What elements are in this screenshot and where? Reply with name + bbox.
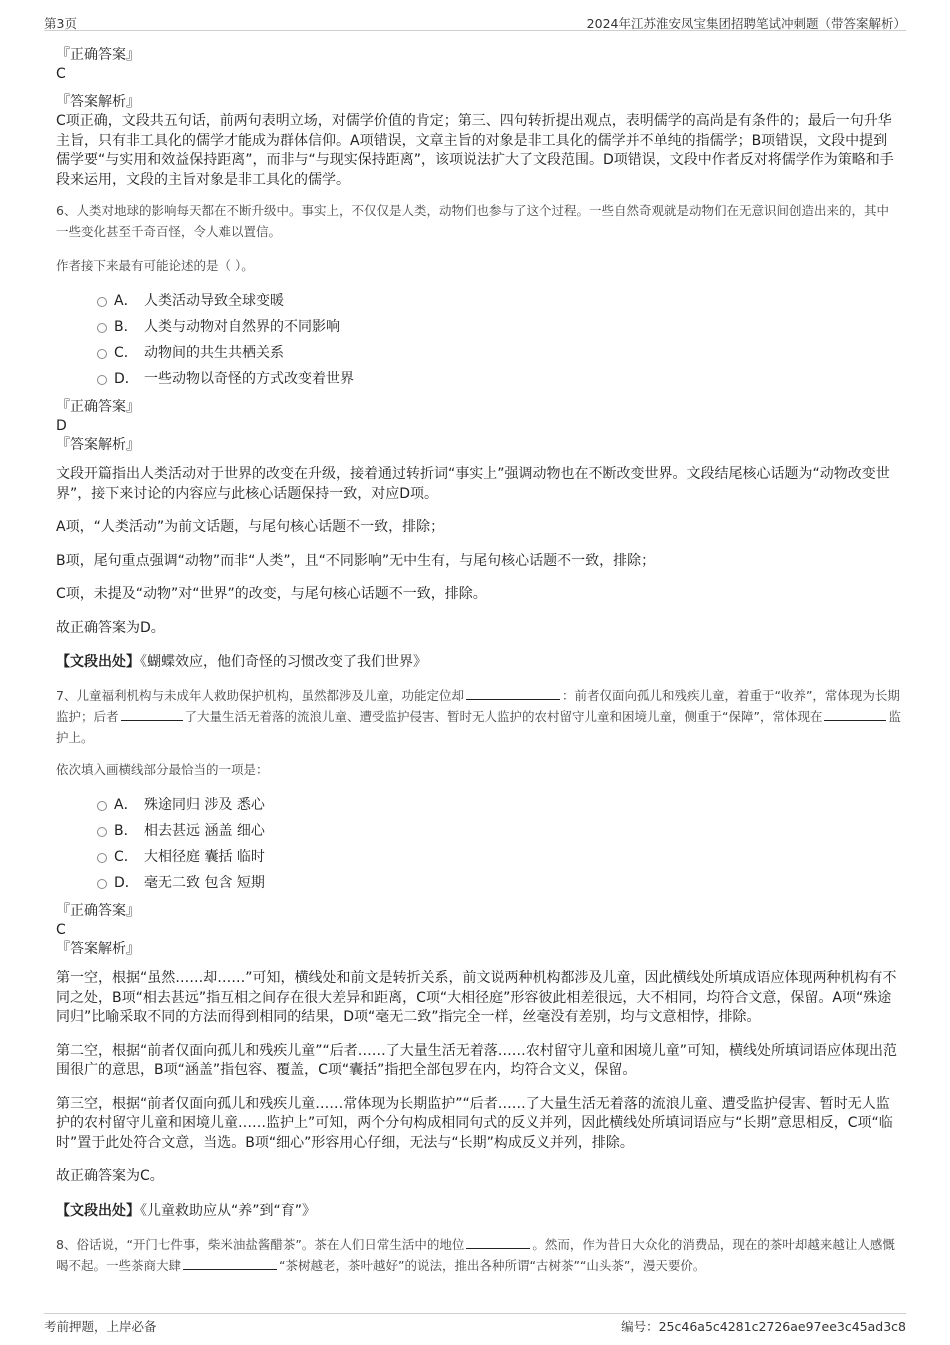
question-prompt: 依次填入画横线部分最恰当的一项是： xyxy=(56,762,269,777)
answer-tag: 『正确答案』 xyxy=(56,47,140,63)
stem-text: “茶树越老，茶叶越好”的说法，推出各种所谓“古树茶”“山头茶”，漫天要价。 xyxy=(279,1257,706,1273)
radio-icon[interactable] xyxy=(97,297,107,307)
explanation-text: C项正确，文段共五句话，前两句表明立场，对儒学价值的肯定；第三、四句转折提出观点，表明儒学的高尚是有条件的；最后一句升华主旨，只有非工具化的儒学才能成为群体信仰。A项错误，文章主旨的对象是非工具化的儒学并不单纯的指儒学；B项错误，文段中提到儒学要“与实用和效益保持距离”，而非与“与现实保持距离”，该项说法扩大了文段范围。D项错误，文段中作者反对将儒学作为策略和手段来运用，文段的主旨对象是非工具化的儒学。 xyxy=(56,113,894,188)
explanation-paragraph: 故正确答案为C。 xyxy=(56,1168,164,1184)
option-letter: B． xyxy=(114,319,138,335)
explanation-paragraph: A项，“人类活动”为前文话题，与尾句核心话题不一致，排除； xyxy=(56,519,445,535)
option-text: 一些动物以奇怪的方式改变着世界 xyxy=(144,371,354,387)
question-prompt: 作者接下来最有可能论述的是（ ）。 xyxy=(56,258,254,273)
question-8 xyxy=(56,1234,901,1276)
fill-blank xyxy=(466,686,560,700)
option-text: 人类与动物对自然界的不同影响 xyxy=(144,319,340,335)
answer-value: C xyxy=(56,922,66,938)
page-number: 第3页 xyxy=(44,16,77,31)
option-b[interactable] xyxy=(56,818,901,844)
fill-blank xyxy=(121,707,183,721)
fill-blank xyxy=(824,707,886,721)
explanation-paragraph: 第二空，根据“前者仅面向孤儿和残疾儿童”“后者……了大量生活无着落……农村留守儿童和困境儿童”可知，横线处所填词语应体现出范围很广的意思，B项“涵盖”指包容、覆盖，C项“囊括”指把全部包罗在内，均符合文义，保留。 xyxy=(56,1042,898,1078)
option-text: 毫无二致 包含 短期 xyxy=(144,875,265,891)
explanation-tag: 『答案解析』 xyxy=(56,94,140,110)
stem-text: 。然而，作为昔日大众化的消费品，现在的茶叶却越来越让人感慨喝不起。一些茶商大肆 xyxy=(56,1236,895,1273)
source-citation xyxy=(56,652,901,672)
stem-text: 7、儿童福利机构与未成年人救助保护机构，虽然都涉及儿童，功能定位却 xyxy=(56,688,464,703)
option-letter: A． xyxy=(114,293,138,309)
question-stem xyxy=(56,685,901,748)
option-letter: B． xyxy=(114,823,138,839)
explanation-paragraph: B项，尾句重点强调“动物”而非“人类”，且“不同影响”无中生有，与尾句核心话题不一致，排除； xyxy=(56,552,656,569)
option-b[interactable] xyxy=(56,314,901,340)
radio-icon[interactable] xyxy=(97,853,107,863)
explanation-paragraph: 第三空，根据“前者仅面向孤儿和残疾儿童……常体现为长期监护”“后者……了大量生活无着落的流浪儿童、遭受监护侵害、暂时无人监护的农村留守儿童和困境儿童……监护上”可知，两个分句构成相同句式的反义并列，因此横线处所填词语应与“长期”意思相反，C项“临时”置于此处符合文意，当选。B项“细心”形容用心仔细，无法与“长期”构成反义并列，排除。 xyxy=(56,1095,893,1151)
page-header xyxy=(44,8,906,31)
fill-blank xyxy=(183,1256,277,1270)
source-text: 《蝴蝶效应，他们奇怪的习惯改变了我们世界》 xyxy=(140,654,427,670)
options-list xyxy=(56,792,901,896)
option-letter: D． xyxy=(114,875,139,891)
question-6 xyxy=(56,200,901,672)
radio-icon[interactable] xyxy=(97,349,107,359)
explanation-paragraph: C项，未提及“动物”对“世界”的改变，与尾句核心话题不一致，排除。 xyxy=(56,586,487,602)
explanation-paragraph: 文段开篇指出人类活动对于世界的改变在升级，接着通过转折词“事实上”强调动物也在不断改变世界。文段结尾核心话题为“动物改变世界”，接下来讨论的内容应与此核心话题保持一致，对应D项。 xyxy=(56,466,890,502)
code-label: 编号： xyxy=(621,1319,659,1334)
option-text: 相去甚远 涵盖 细心 xyxy=(144,823,265,839)
page-footer xyxy=(44,1313,906,1338)
source-label: 【文段出处】 xyxy=(56,1202,140,1219)
option-c[interactable] xyxy=(56,340,901,366)
radio-icon[interactable] xyxy=(97,375,107,385)
question-stem xyxy=(56,1234,901,1276)
radio-icon[interactable] xyxy=(97,879,107,889)
option-letter: A． xyxy=(114,797,138,813)
document-code xyxy=(621,1317,906,1335)
stem-text: 8、俗话说，“开门七件事，柴米油盐酱醋茶”。茶在人们日常生活中的地位 xyxy=(56,1236,465,1252)
stem-text: 了大量生活无着落的流浪儿童、遭受监护侵害、暂时无人监护的农村留守儿童和困境儿童，侧重于“保障”，常体现在 xyxy=(184,709,823,724)
option-letter: C． xyxy=(114,849,138,865)
option-text: 动物间的共生共栖关系 xyxy=(144,345,284,361)
option-text: 大相径庭 囊括 临时 xyxy=(144,849,265,865)
code-value: 25c46a5c4281c2726ae97ee3c45ad3c8 xyxy=(658,1319,906,1334)
source-text: 《儿童救助应从“养”到“育”》 xyxy=(140,1202,317,1219)
stem-text: 监护上。 xyxy=(56,709,901,745)
explanation-paragraph: 第一空，根据“虽然……却……”可知，横线处和前文是转折关系，前文说两种机构都涉及儿童，因此横线处所填成语应体现两种机构有不同之处，B项“相去甚远”指互相之间存在很大差异和距离，C项“大相径庭”形容彼此相差很远，大不相同，均符合文意，保留。A项“殊途同归”比喻采取不同的方法而得到相同的结果，D项“毫无二致”指完全一样，丝毫没有差别，均与文意相悖，排除。 xyxy=(56,970,897,1025)
option-d[interactable] xyxy=(56,870,901,896)
footer-slogan: 考前押题，上岸必备 xyxy=(44,1319,157,1334)
radio-icon[interactable] xyxy=(97,323,107,333)
explanation-paragraph: 故正确答案为D。 xyxy=(56,619,165,636)
radio-icon[interactable] xyxy=(97,827,107,837)
answer-value: C xyxy=(56,66,66,82)
document-title: 2024年江苏淮安凤宝集团招聘笔试冲刺题（带答案解析） xyxy=(586,16,906,31)
q5-answer-block xyxy=(56,46,901,190)
options-list xyxy=(56,288,901,392)
question-stem: 6、人类对地球的影响每天都在不断升级中。事实上，不仅仅是人类，动物们也参与了这个过程。一些自然奇观就是动物们在无意识间创造出来的，其中一些变化甚至千奇百怪，令人难以置信。 xyxy=(56,203,889,239)
radio-icon[interactable] xyxy=(97,801,107,811)
explanation-tag: 『答案解析』 xyxy=(56,437,140,453)
stem-text: ：前者仅面向孤儿和残疾儿童，着重于“收养”，常体现为长期监护；后者 xyxy=(56,688,900,724)
source-citation xyxy=(56,1201,901,1221)
fill-blank xyxy=(466,1235,530,1249)
option-text: 殊途同归 涉及 悉心 xyxy=(144,797,265,813)
option-a[interactable] xyxy=(56,792,901,818)
document-content xyxy=(56,46,901,1276)
source-label: 【文段出处】 xyxy=(56,654,140,670)
explanation-tag: 『答案解析』 xyxy=(56,941,140,957)
option-letter: C． xyxy=(114,345,138,361)
answer-tag: 『正确答案』 xyxy=(56,903,140,919)
option-d[interactable] xyxy=(56,366,901,392)
answer-tag: 『正确答案』 xyxy=(56,399,140,415)
answer-value: D xyxy=(56,418,67,434)
option-c[interactable] xyxy=(56,844,901,870)
question-7 xyxy=(56,685,901,1221)
option-letter: D． xyxy=(114,371,139,387)
option-text: 人类活动导致全球变暖 xyxy=(144,293,284,309)
option-a[interactable] xyxy=(56,288,901,314)
